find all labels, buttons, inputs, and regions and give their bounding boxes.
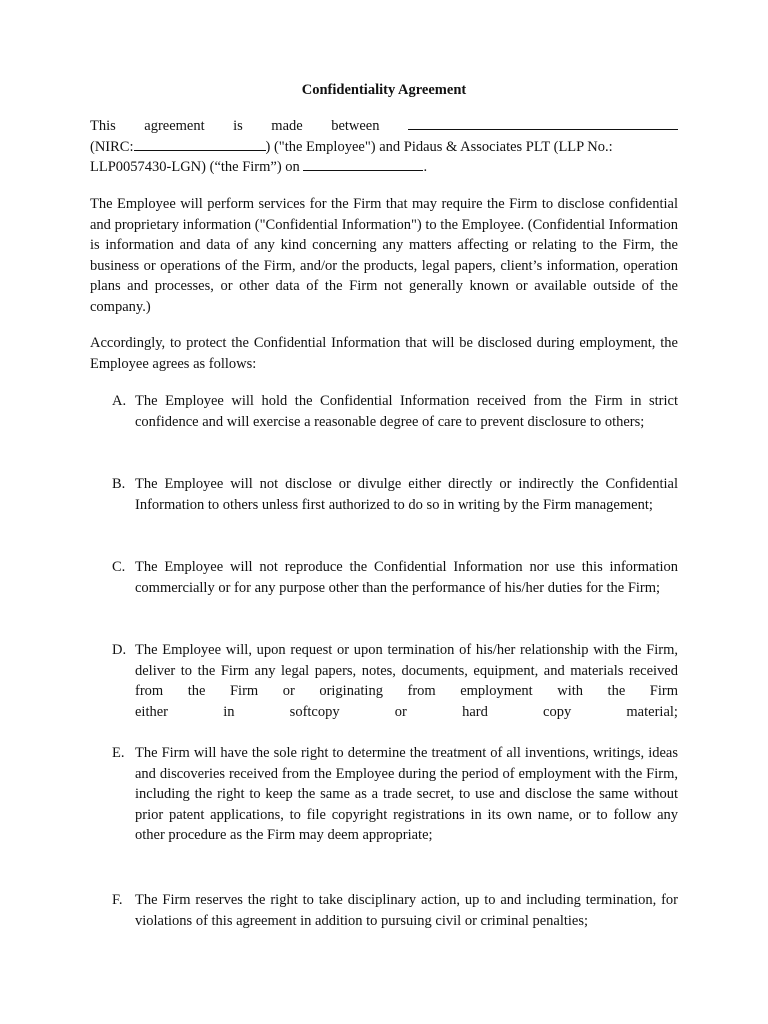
list-item-a xyxy=(112,391,678,432)
list-item-d xyxy=(112,640,678,722)
item-word: in xyxy=(223,703,235,720)
list-item-c xyxy=(112,557,678,598)
date-blank[interactable] xyxy=(303,157,423,171)
item-word: material; xyxy=(626,703,678,720)
paragraph-2: Accordingly, to protect the Confidential Information that will be disclosed during employment, the Employee agrees as follows: xyxy=(90,335,678,372)
party-name-blank[interactable] xyxy=(408,116,678,130)
nirc-blank[interactable] xyxy=(134,137,266,151)
item-text: The Employee will not disclose or divulge either directly or indirectly the Confidential Information to others unless first authorized to do so in writing by the Firm management; xyxy=(135,476,678,513)
item-text: The Employee will hold the Confidential Information received from the Firm in strict confidence and will exercise a reasonable degree of care to prevent disclosure to others; xyxy=(135,393,678,430)
item-marker: E. xyxy=(112,745,125,761)
item-marker: C. xyxy=(112,559,126,575)
period: . xyxy=(423,159,428,176)
item-marker: A. xyxy=(112,393,127,409)
intro-word: agreement xyxy=(144,118,205,134)
intro-line-3 xyxy=(90,157,678,178)
intro-line-2 xyxy=(90,137,678,158)
intro-word: This xyxy=(90,118,116,134)
list-item-f xyxy=(112,890,678,931)
item-marker: B. xyxy=(112,476,126,492)
item-marker: D. xyxy=(112,642,127,658)
item-word: softcopy xyxy=(289,703,340,720)
document-title: Confidentiality Agreement xyxy=(301,82,467,98)
intro-line-2-text: ) ("the Employee") and Pidaus & Associates PLT (LLP No.: xyxy=(265,138,613,155)
item-text: The Employee will, upon request or upon termination of his/her relationship with the Firm, deliver to the Firm any legal papers, notes, documents, equipment, and materials received from the Firm or originating from employment with the Firm xyxy=(135,642,678,700)
item-word: or xyxy=(394,703,407,720)
intro-line-1 xyxy=(90,116,678,137)
nirc-label: (NIRC: xyxy=(90,138,134,155)
intro-word: between xyxy=(331,118,380,134)
item-text: The Firm reserves the right to take disciplinary action, up to and including termination, for violations of this agreement in addition to pursuing civil or criminal penalties; xyxy=(135,892,678,929)
item-text: The Employee will not reproduce the Confidential Information nor use this information commercially or for any purpose other than the performance of his/her duties for the Firm; xyxy=(135,559,678,596)
paragraph-1: The Employee will perform services for the Firm that may require the Firm to disclose confidential and proprietary information ("Confidential Information") to the Employee. (Confidential Information is information and data of any kind concerning any matters affecting or relating to the Firm, the business or operations of the Firm, and/or the products, legal papers, client’s information, operation plans and processes, or other data of the Firm not generally known or available outside of the company.) xyxy=(90,196,678,315)
intro-word: made xyxy=(271,118,303,134)
item-word: either xyxy=(135,703,169,720)
item-marker: F. xyxy=(112,892,123,908)
item-text: The Firm will have the sole right to determine the treatment of all inventions, writings, ideas and discoveries received from the Employee during the period of employment with the Firm, including the right to keep the same as a trade secret, to use and disclose the same without prior patent applications, to file copyright registrations in its own name, or to follow any other procedure as the Firm may deem appropriate; xyxy=(135,745,678,844)
intro-line-3-text: LLP0057430-LGN) (“the Firm”) on xyxy=(90,159,300,176)
list-item-e xyxy=(112,743,678,846)
item-text-wrap xyxy=(135,640,678,722)
intro-paragraph xyxy=(90,116,678,178)
item-word: copy xyxy=(543,703,572,720)
list-item-b xyxy=(112,474,678,515)
item-d-last-line xyxy=(135,702,678,723)
item-word: hard xyxy=(462,703,488,720)
intro-word: is xyxy=(233,118,243,134)
